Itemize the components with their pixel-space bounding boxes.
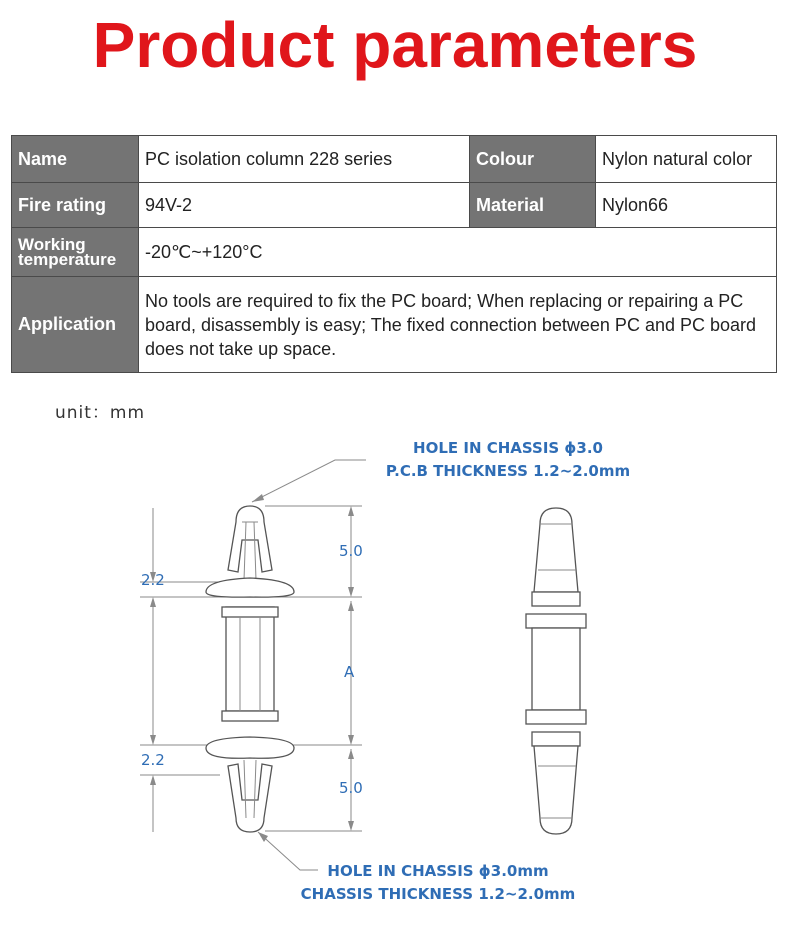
- dim-middle-right: A: [344, 663, 355, 681]
- page-title: Product parameters: [92, 9, 698, 81]
- top-callout-line2: P.C.B THICKNESS 1.2~2.0mm: [385, 462, 631, 480]
- working-temperature-label: Working temperature: [12, 228, 139, 277]
- top-callout-leader: [252, 460, 366, 502]
- fire-rating-label: Fire rating: [12, 183, 139, 228]
- dim-top-right: 5.0: [339, 542, 363, 560]
- dim-bottom-left: 2.2: [141, 751, 165, 769]
- material-value: Nylon66: [596, 183, 777, 228]
- top-callout-arrowhead: [252, 494, 264, 502]
- bottom-callout-arrowhead: [258, 832, 268, 842]
- name-label: Name: [12, 136, 139, 183]
- colour-label: Colour: [470, 136, 596, 183]
- name-value: PC isolation column 228 series: [139, 136, 470, 183]
- dim-bottom-right: 5.0: [339, 779, 363, 797]
- colour-value: Nylon natural color: [596, 136, 777, 183]
- left-dimension-lines: [150, 508, 156, 832]
- unit-label: unit：mm: [55, 403, 146, 423]
- bottom-callout-leader: [258, 832, 318, 870]
- bottom-callout-line2: CHASSIS THICKNESS 1.2~2.0mm: [300, 885, 576, 903]
- application-label: Application: [12, 277, 139, 373]
- material-label: Material: [470, 183, 596, 228]
- dim-top-left: 2.2: [141, 571, 165, 589]
- standoff-front-view: [206, 506, 294, 832]
- working-temperature-value: -20℃~+120°C: [139, 228, 777, 277]
- application-value: No tools are required to fix the PC board; When replacing or repairing a PC board, disassembly is easy; The fixed connection between PC and PC board does not take up space.: [139, 277, 777, 373]
- top-callout-line1: HOLE IN CHASSIS ϕ3.0: [413, 439, 603, 457]
- fire-rating-value: 94V-2: [139, 183, 470, 228]
- bottom-callout-line1: HOLE IN CHASSIS ϕ3.0mm: [327, 862, 549, 880]
- standoff-side-view: [526, 508, 586, 834]
